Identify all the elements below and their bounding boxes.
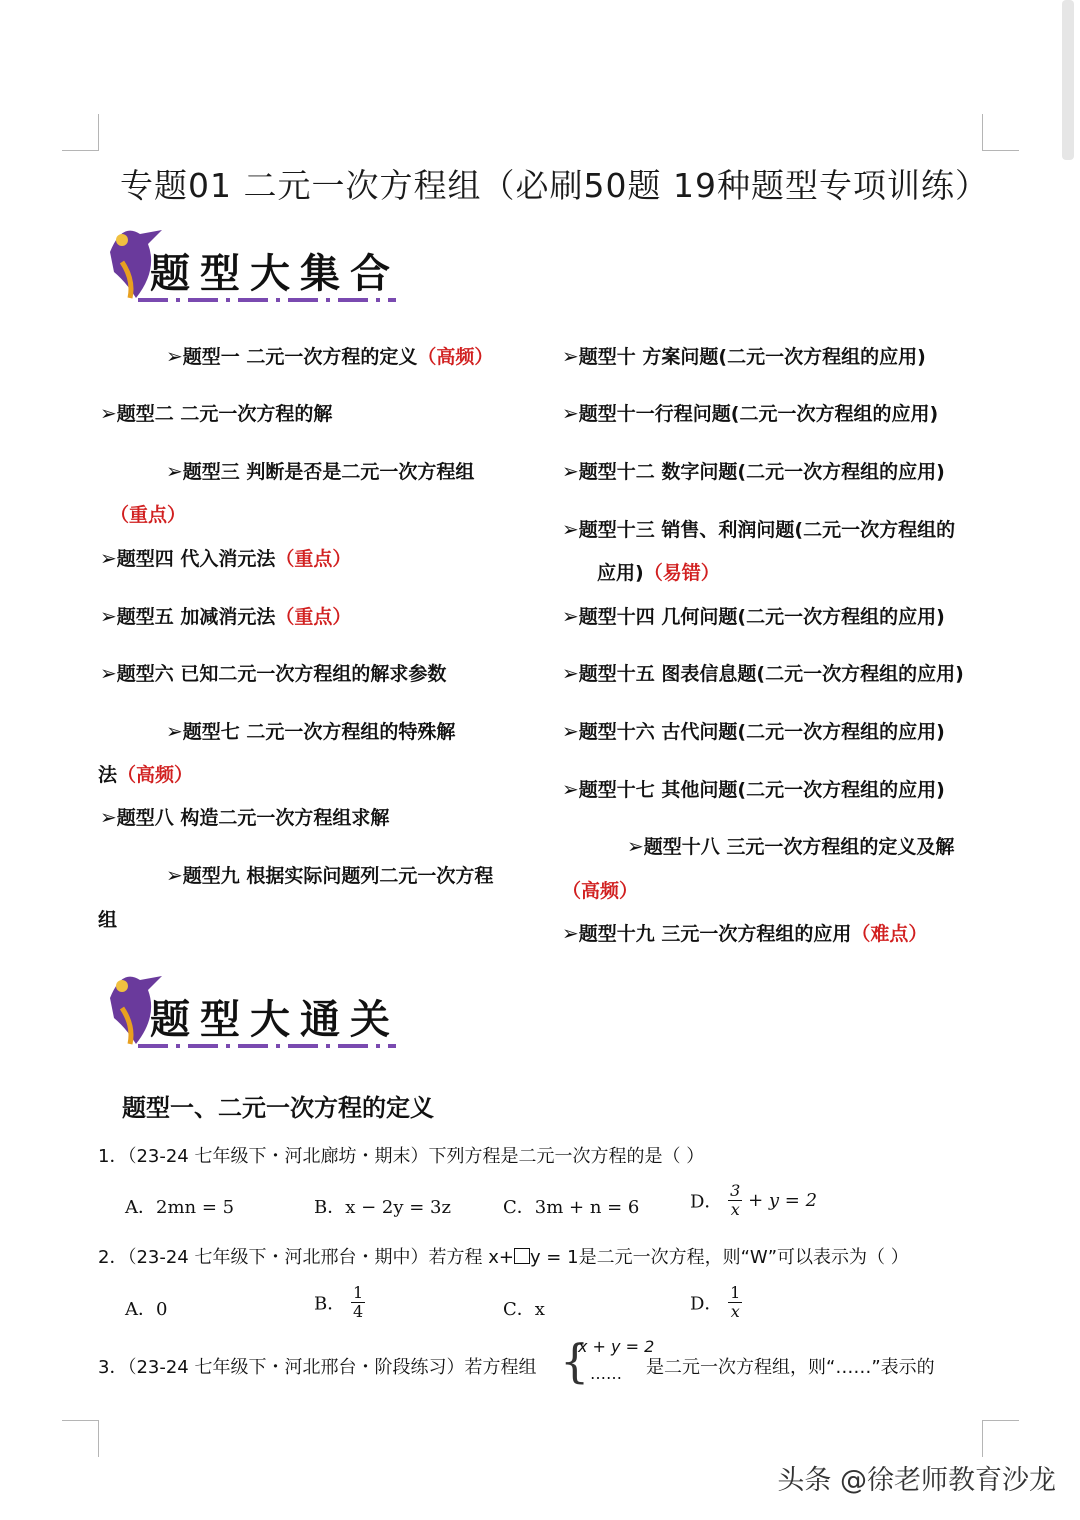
arrow-bullet-icon: ➢ [562,604,579,628]
fraction: $\frac{3}{x}$ [730,1181,741,1219]
page-title: 专题01 二元一次方程组（必刷50题 19种题型专项训练） [120,166,989,205]
arrow-bullet-icon: ➢ [100,604,117,628]
arrow-bullet-icon: ➢ [562,661,579,685]
question-3-text-a: 3．（23-24 七年级下・河北邢台・阶段练习）若方程组 [98,1357,537,1378]
arrow-bullet-icon: ➢ [562,777,579,801]
type-item-14[interactable]: ➢题型十四 几何问题(二元一次方程组的应用) [562,604,945,628]
banner-collection [100,222,400,314]
type-item-19[interactable]: ➢题型十九 三元一次方程组的应用（难点） [562,921,928,945]
type-item-6[interactable]: ➢题型六 已知二元一次方程组的解求参数 [100,661,447,685]
arrow-bullet-icon: ➢ [627,834,644,858]
arrow-bullet-icon: ➢ [100,805,117,829]
type-item-15[interactable]: ➢题型十五 图表信息题(二元一次方程组的应用) [562,661,964,685]
arrow-bullet-icon: ➢ [562,921,579,945]
q2-option-b[interactable]: B． $\frac{1}{4}$ [314,1283,364,1321]
type-item-3-tag: （重点） [110,504,187,526]
system-equation-bottom: …… [590,1364,622,1383]
q1-option-c[interactable]: C．3m + n = 6 [503,1197,640,1218]
q1-option-d[interactable]: D． $\frac{3}{x}$ + y = 2 [690,1181,818,1219]
type-item-7-cont: 法（高频） [98,764,194,786]
type-item-16[interactable]: ➢题型十六 古代问题(二元一次方程组的应用) [562,719,945,743]
scrollbar[interactable] [1062,0,1074,160]
arrow-bullet-icon: ➢ [562,517,579,541]
type-item-10[interactable]: ➢题型十 方案问题(二元一次方程组的应用) [562,344,926,368]
question-3-text-b: 是二元一次方程组，则“……”表示的 [646,1357,935,1378]
q1-option-b[interactable]: B．x − 2y = 3z [314,1197,451,1218]
type-item-13[interactable]: ➢题型十三 销售、利润问题(二元一次方程组的 [562,517,956,541]
fraction: $\frac{1}{x}$ [730,1283,741,1321]
crop-mark-top-left [62,114,99,151]
blank-box-icon [514,1248,530,1264]
type-item-3[interactable]: ➢题型三 判断是否是二元一次方程组 [166,459,475,483]
fraction: $\frac{1}{4}$ [352,1283,364,1321]
type-item-12[interactable]: ➢题型十二 数字问题(二元一次方程组的应用) [562,459,945,483]
arrow-bullet-icon: ➢ [166,863,183,887]
question-2-text: 2．（23-24 七年级下・河北邢台・期中）若方程 x+ y = 1是二元一次方程，则“W”可以表示为（ ） [98,1247,909,1268]
type-item-7[interactable]: ➢题型七 二元一次方程组的特殊解 [166,719,456,743]
arrow-bullet-icon: ➢ [562,344,579,368]
type-item-9[interactable]: ➢题型九 根据实际问题列二元一次方程 [166,863,494,887]
arrow-bullet-icon: ➢ [562,719,579,743]
arrow-bullet-icon: ➢ [100,401,117,425]
type-item-5[interactable]: ➢题型五 加减消元法（重点） [100,604,352,628]
arrow-bullet-icon: ➢ [166,719,183,743]
type-item-11[interactable]: ➢题型十一行程问题(二元一次方程组的应用) [562,401,939,425]
type-item-18-tag: （高频） [562,880,639,902]
watermark: 头条 @徐老师教育沙龙 [777,1465,1056,1496]
q2-option-c[interactable]: C．x [503,1299,545,1320]
crop-mark-top-right [982,114,1019,151]
system-equation-top: x + y = 2 [578,1337,655,1356]
type-item-17[interactable]: ➢题型十七 其他问题(二元一次方程组的应用) [562,777,945,801]
type-item-4[interactable]: ➢题型四 代入消元法（重点） [100,546,352,570]
section-title: 题型一、二元一次方程的定义 [122,1094,434,1122]
banner-practice [100,968,400,1060]
crop-mark-bottom-right [982,1420,1019,1457]
q2-option-a[interactable]: A．0 [125,1299,168,1320]
arrow-bullet-icon: ➢ [562,401,579,425]
type-item-18[interactable]: ➢题型十八 三元一次方程组的定义及解 [627,834,955,858]
type-item-8[interactable]: ➢题型八 构造二元一次方程组求解 [100,805,390,829]
type-item-9-cont: 组 [98,909,118,931]
arrow-bullet-icon: ➢ [100,661,117,685]
banner-title: 题型大集合 [150,250,400,297]
type-item-1[interactable]: ➢题型一 二元一次方程的定义（高频） [166,344,494,368]
arrow-bullet-icon: ➢ [100,546,117,570]
arrow-bullet-icon: ➢ [562,459,579,483]
type-item-2[interactable]: ➢题型二 二元一次方程的解 [100,401,333,425]
q1-option-a[interactable]: A．2mn = 5 [125,1197,235,1218]
arrow-bullet-icon: ➢ [166,344,183,368]
crop-mark-bottom-left [62,1420,99,1457]
type-item-13-cont: 应用)（易错） [597,562,720,584]
q2-option-d[interactable]: D． $\frac{1}{x}$ [690,1283,741,1321]
system-brace: { [560,1334,590,1388]
arrow-bullet-icon: ➢ [166,459,183,483]
question-1-text: 1．（23-24 七年级下・河北廊坊・期末）下列方程是二元一次方程的是（ ） [98,1146,705,1167]
banner-title: 题型大通关 [150,996,400,1043]
